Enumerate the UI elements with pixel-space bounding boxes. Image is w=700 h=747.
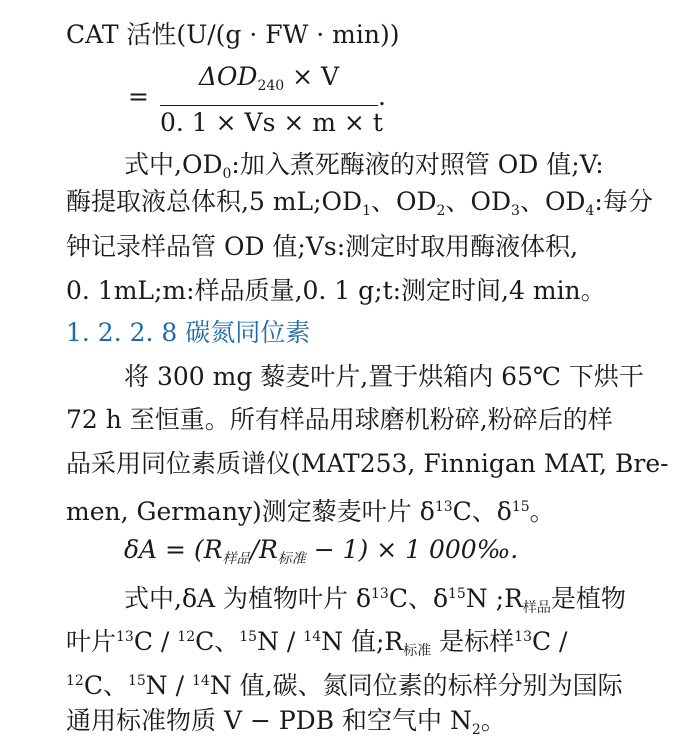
formula-fraction [160, 60, 383, 140]
para1-line4: 0. 1mL;m:样品质量,0. 1 g;t:测定时间,4 min。 [66, 276, 606, 305]
para2-line3: 品采用同位素质谱仪(MAT253, Finnigan MAT, Bre- [66, 449, 669, 478]
formula-denominator: 0. 1 × Vs × m × t [160, 108, 383, 137]
para3-line2: 叶片$^{13}$C / $^{12}$C、$^{15}$N / $^{14}$N 值$;R_{标准}$ 是标样$^{13}$C / [66, 627, 568, 659]
formula-delta: $\delta A = (R_{样品}/R_{标准} - 1) \times 1$ 000‰. [124, 535, 519, 567]
para2-line4: men, Germany)测定藜麦叶片 $\delta^{13}C$、$\delta^{15}$。 [66, 497, 555, 526]
formula-period: . [378, 82, 386, 111]
para1-line1: 式中$,OD_0$:加入煮死酶液的对照管 OD 值;V: [124, 150, 604, 182]
para2-line1: 将 300 mg 藜麦叶片,置于烘箱内 65℃ 下烘干 [124, 362, 644, 391]
formula-equals: = [128, 82, 149, 111]
formula-cat-lhs: CAT 活性(U/(g · FW · min)) [66, 20, 400, 49]
para3-line4: 通用标准物质 V − PDB 和空气中 $N_2$。 [66, 706, 506, 738]
para1-line2: 酶提取液总体积,5 $mL;OD_1$、$OD_2$、$OD_3$、$OD_4$:每分 [66, 187, 653, 219]
para2-line2: 72 h 至恒重。所有样品用球磨机粉碎,粉碎后的样 [66, 405, 613, 434]
para3-line1: 式中,δA 为植物叶片 $\delta^{13}C$、$\delta^{15}N$ $;R_{样品}$是植物 [124, 584, 626, 616]
section-heading: 1. 2. 2. 8 碳氮同位素 [66, 318, 311, 347]
para3-line3: $^{12}$C、$^{15}$N / $^{14}$N 值,碳、氮同位素的标样分别为国际 [66, 671, 623, 700]
formula-numerator: $\Delta OD_{240} \times V$ [160, 60, 378, 106]
para1-line3: 钟记录样品管 OD 值;Vs:测定时取用酶液体积, [66, 232, 579, 261]
